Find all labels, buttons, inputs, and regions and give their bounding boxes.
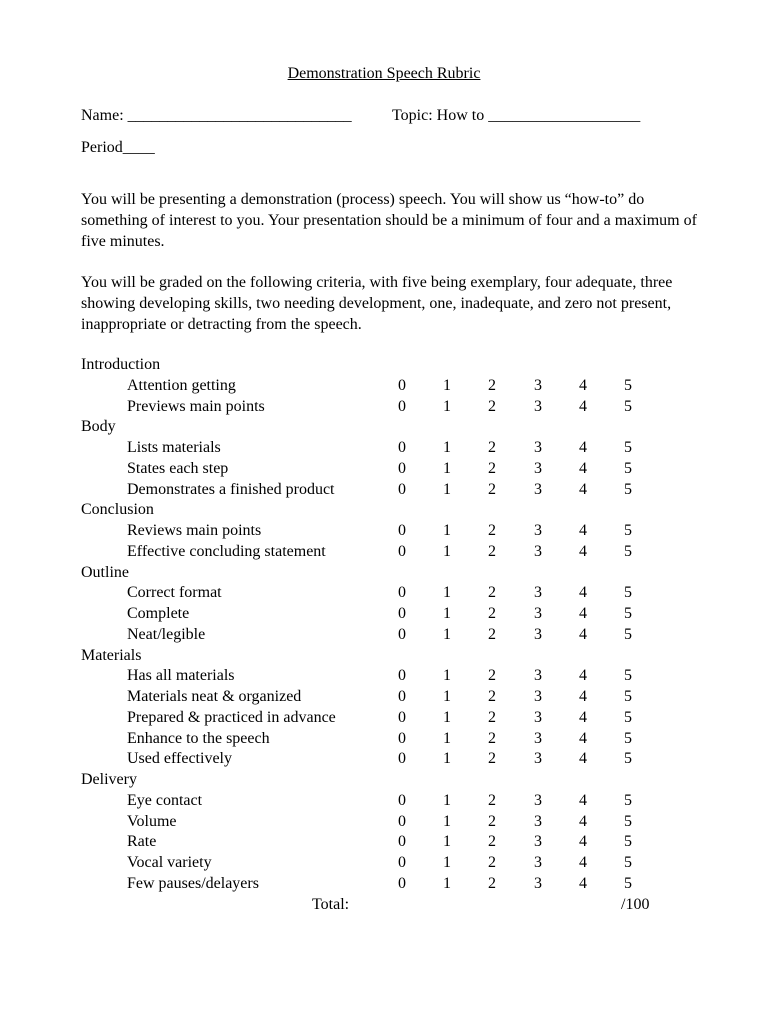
score-option: 3 — [534, 854, 542, 871]
score-option: 3 — [534, 459, 542, 477]
score-option: 0 — [398, 439, 406, 456]
score-option: 5 — [624, 750, 632, 768]
score-option: 1 — [443, 397, 451, 415]
criterion-label: Volume — [127, 812, 177, 830]
score-option: 1 — [443, 708, 451, 726]
score-option: 5 — [624, 376, 632, 394]
score-option: 2 — [488, 854, 496, 871]
score-option: 4 — [579, 584, 587, 602]
criterion-label: Previews main points — [127, 397, 265, 415]
score-option: 5 — [624, 397, 632, 415]
score-option: 2 — [488, 688, 496, 705]
score-option: 2 — [488, 522, 496, 539]
score-option: 5 — [624, 708, 632, 726]
criterion-label: States each step — [127, 459, 229, 477]
criterion-label: Few pauses/delayers — [127, 874, 259, 892]
score-option: 3 — [534, 397, 542, 415]
score-option: 1 — [443, 812, 451, 830]
criterion-label: Complete — [127, 605, 190, 622]
score-option: 1 — [443, 376, 451, 394]
score-option: 4 — [579, 376, 587, 394]
score-option: 4 — [579, 459, 587, 477]
criterion-row — [0, 687, 768, 708]
score-option: 2 — [488, 459, 496, 477]
section-row — [0, 500, 768, 521]
score-option: 2 — [488, 729, 496, 747]
score-option: 4 — [579, 522, 587, 539]
criterion-row — [0, 625, 768, 646]
section-heading: Materials — [81, 646, 142, 664]
score-option: 1 — [443, 791, 451, 809]
score-option: 1 — [443, 750, 451, 768]
score-option: 3 — [534, 480, 542, 498]
score-option: 1 — [443, 625, 451, 643]
score-option: 4 — [579, 605, 587, 622]
score-option: 0 — [398, 708, 406, 726]
score-option: 4 — [579, 791, 587, 809]
criterion-label: Enhance to the speech — [127, 729, 270, 747]
score-option: 4 — [579, 625, 587, 643]
criterion-label: Effective concluding statement — [127, 542, 326, 560]
score-option: 2 — [488, 791, 496, 809]
section-row — [0, 355, 768, 376]
section-heading: Outline — [81, 563, 129, 581]
score-option: 3 — [534, 439, 542, 456]
score-option: 5 — [624, 791, 632, 809]
score-option: 0 — [398, 522, 406, 539]
criterion-label: Demonstrates a finished product — [127, 480, 335, 498]
score-option: 5 — [624, 812, 632, 830]
criterion-label: Materials neat & organized — [127, 688, 302, 705]
score-option: 3 — [534, 542, 542, 560]
score-option: 0 — [398, 874, 406, 892]
section-heading: Introduction — [81, 356, 161, 373]
score-option: 3 — [534, 584, 542, 602]
score-option: 1 — [443, 688, 451, 705]
criterion-row — [0, 376, 768, 397]
score-option: 5 — [624, 459, 632, 477]
score-option: 4 — [579, 812, 587, 830]
score-option: 5 — [624, 854, 632, 871]
score-option: 1 — [443, 833, 451, 851]
score-option: 2 — [488, 584, 496, 602]
score-option: 1 — [443, 480, 451, 498]
page-title: Demonstration Speech Rubric — [287, 65, 481, 82]
score-option: 3 — [534, 708, 542, 726]
score-option: 4 — [579, 397, 587, 415]
criterion-row — [0, 521, 768, 542]
criterion-row — [0, 812, 768, 833]
score-option: 3 — [534, 874, 542, 892]
score-option: 0 — [398, 750, 406, 768]
criterion-row — [0, 397, 768, 418]
score-option: 4 — [579, 854, 587, 871]
criterion-row — [0, 729, 768, 750]
score-option: 0 — [398, 791, 406, 809]
criterion-label: Lists materials — [127, 439, 221, 456]
score-option: 1 — [443, 584, 451, 602]
criterion-row — [0, 666, 768, 687]
score-option: 0 — [398, 605, 406, 622]
criterion-row — [0, 542, 768, 563]
score-option: 3 — [534, 729, 542, 747]
score-option: 0 — [398, 667, 406, 685]
score-option: 3 — [534, 376, 542, 394]
score-option: 5 — [624, 667, 632, 685]
score-option: 3 — [534, 791, 542, 809]
score-option: 5 — [624, 542, 632, 560]
score-option: 5 — [624, 729, 632, 747]
score-option: 5 — [624, 874, 632, 892]
score-option: 5 — [624, 439, 632, 456]
score-option: 1 — [443, 542, 451, 560]
criterion-label: Rate — [127, 833, 157, 851]
criterion-row — [0, 708, 768, 729]
score-option: 3 — [534, 625, 542, 643]
score-option: 0 — [398, 812, 406, 830]
criterion-label: Vocal variety — [127, 854, 212, 871]
score-option: 1 — [443, 522, 451, 539]
score-option: 2 — [488, 625, 496, 643]
score-option: 5 — [624, 625, 632, 643]
criterion-label: Attention getting — [127, 376, 236, 394]
score-option: 5 — [624, 688, 632, 705]
criterion-label: Correct format — [127, 584, 222, 602]
score-option: 5 — [624, 605, 632, 622]
score-option: 0 — [398, 459, 406, 477]
score-option: 2 — [488, 605, 496, 622]
section-heading: Conclusion — [81, 501, 154, 519]
score-option: 1 — [443, 854, 451, 871]
section-heading: Delivery — [81, 771, 137, 788]
score-option: 3 — [534, 833, 542, 851]
score-option: 4 — [579, 667, 587, 685]
score-option: 2 — [488, 480, 496, 498]
score-option: 3 — [534, 750, 542, 768]
total-row — [0, 895, 768, 916]
score-option: 0 — [398, 397, 406, 415]
score-option: 1 — [443, 729, 451, 747]
score-option: 2 — [488, 542, 496, 560]
score-option: 1 — [443, 459, 451, 477]
score-option: 5 — [624, 480, 632, 498]
score-option: 2 — [488, 708, 496, 726]
criterion-row — [0, 791, 768, 812]
score-option: 4 — [579, 729, 587, 747]
criterion-label: Neat/legible — [127, 625, 206, 643]
score-option: 4 — [579, 542, 587, 560]
criterion-label: Reviews main points — [127, 522, 262, 539]
intro-paragraph: You will be presenting a demonstration (process) speech. You will show us “how-to” do something of interest to you. Your presentation should be a minimum of four and a maximum of five minutes. — [81, 191, 697, 250]
score-option: 0 — [398, 542, 406, 560]
score-option: 3 — [534, 605, 542, 622]
score-option: 0 — [398, 584, 406, 602]
score-option: 2 — [488, 750, 496, 768]
score-option: 1 — [443, 605, 451, 622]
score-option: 3 — [534, 812, 542, 830]
score-option: 3 — [534, 688, 542, 705]
score-option: 5 — [624, 833, 632, 851]
score-option: 3 — [534, 522, 542, 539]
score-option: 2 — [488, 439, 496, 456]
score-option: 4 — [579, 750, 587, 768]
name-field: Name: ____________________________ — [81, 107, 352, 124]
period-field: Period____ — [81, 139, 155, 156]
score-option: 3 — [534, 667, 542, 685]
score-option: 1 — [443, 667, 451, 685]
criterion-row — [0, 583, 768, 604]
score-option: 5 — [624, 584, 632, 602]
section-heading: Body — [81, 418, 116, 436]
score-option: 2 — [488, 812, 496, 830]
score-option: 4 — [579, 874, 587, 892]
score-option: 4 — [579, 688, 587, 705]
score-option: 2 — [488, 833, 496, 851]
criterion-row — [0, 604, 768, 625]
criterion-row — [0, 832, 768, 853]
score-option: 4 — [579, 708, 587, 726]
criterion-label: Eye contact — [127, 791, 203, 809]
total-value: /100 — [621, 895, 650, 913]
score-option: 1 — [443, 874, 451, 892]
criteria-paragraph: You will be graded on the following criteria, with five being exemplary, four adequate, three showing developing skills, two needing development, one, inadequate, and zero not present, inappropriate or detracting from the speech. — [81, 274, 673, 333]
score-option: 4 — [579, 439, 587, 456]
score-option: 0 — [398, 480, 406, 498]
criterion-row — [0, 874, 768, 895]
score-option: 4 — [579, 833, 587, 851]
criterion-row — [0, 438, 768, 459]
score-option: 2 — [488, 397, 496, 415]
score-option: 0 — [398, 688, 406, 705]
score-option: 0 — [398, 625, 406, 643]
criterion-row — [0, 749, 768, 770]
section-row — [0, 770, 768, 791]
rubric-table — [0, 355, 768, 915]
score-option: 2 — [488, 376, 496, 394]
section-row — [0, 417, 768, 438]
criterion-row — [0, 480, 768, 501]
score-option: 0 — [398, 729, 406, 747]
section-row — [0, 646, 768, 667]
total-label: Total: — [312, 895, 350, 913]
criterion-row — [0, 853, 768, 874]
criterion-label: Prepared & practiced in advance — [127, 708, 336, 726]
score-option: 0 — [398, 376, 406, 394]
score-option: 0 — [398, 854, 406, 871]
criterion-row — [0, 459, 768, 480]
section-row — [0, 563, 768, 584]
topic-field: Topic: How to ___________________ — [392, 107, 641, 124]
criterion-label: Has all materials — [127, 667, 235, 685]
score-option: 5 — [624, 522, 632, 539]
score-option: 0 — [398, 833, 406, 851]
criterion-label: Used effectively — [127, 750, 232, 768]
score-option: 1 — [443, 439, 451, 456]
score-option: 4 — [579, 480, 587, 498]
score-option: 2 — [488, 874, 496, 892]
score-option: 2 — [488, 667, 496, 685]
